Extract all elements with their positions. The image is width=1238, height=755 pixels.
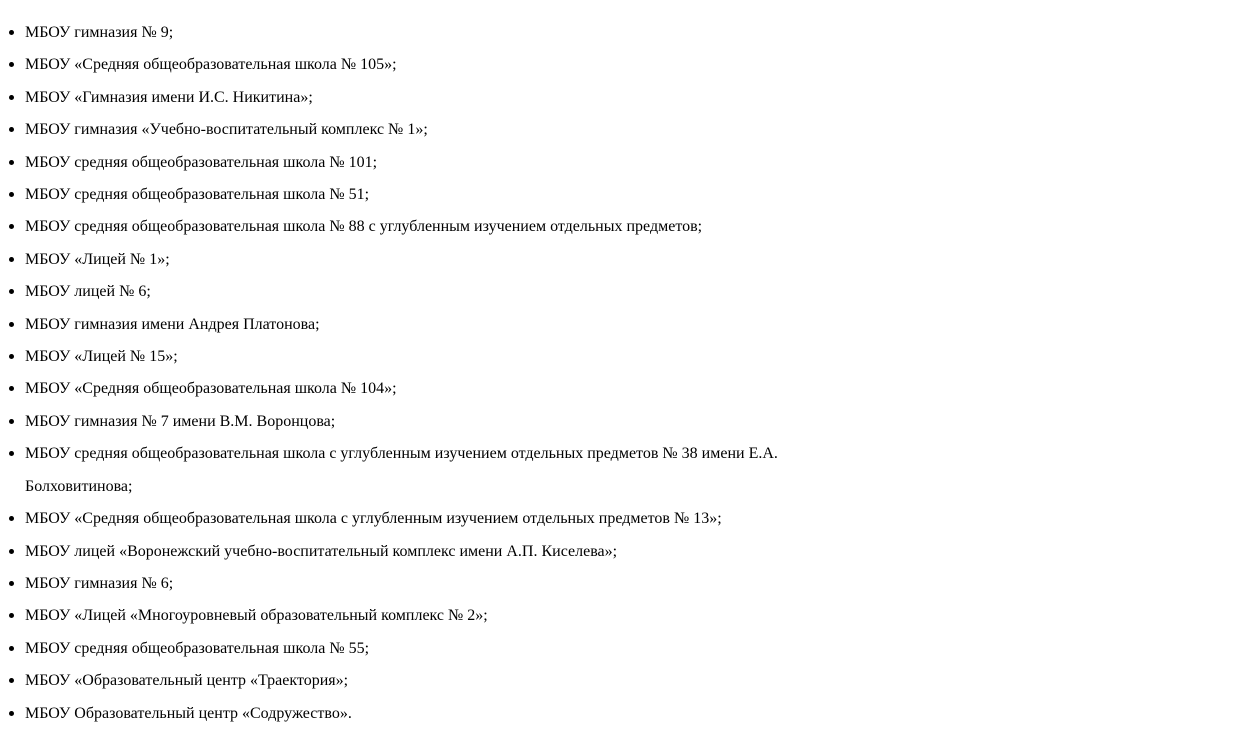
bullet-icon bbox=[9, 289, 14, 294]
list-item-text: МБОУ «Лицей № 1»; bbox=[25, 250, 170, 268]
bullet-icon bbox=[9, 549, 14, 554]
list-item bbox=[0, 536, 785, 568]
bullet-icon bbox=[9, 613, 14, 618]
school-list bbox=[0, 17, 1238, 730]
list-item-text: МБОУ лицей № 6; bbox=[25, 283, 151, 301]
list-item-text: МБОУ «Средняя общеобразовательная школа с углубленным изучением отдельных предметов № 13»; bbox=[25, 510, 722, 528]
bullet-icon bbox=[9, 30, 14, 35]
list-item bbox=[0, 49, 785, 81]
list-item bbox=[0, 147, 785, 179]
list-item bbox=[0, 114, 785, 146]
list-item bbox=[0, 438, 785, 503]
list-item bbox=[0, 179, 785, 211]
bullet-icon bbox=[9, 711, 14, 716]
bullet-icon bbox=[9, 160, 14, 165]
list-item bbox=[0, 373, 785, 405]
list-item bbox=[0, 698, 785, 730]
bullet-icon bbox=[9, 451, 14, 456]
bullet-icon bbox=[9, 127, 14, 132]
list-item bbox=[0, 665, 785, 697]
list-item-text: МБОУ «Средняя общеобразовательная школа № 105»; bbox=[25, 56, 397, 74]
list-item-text: МБОУ «Образовательный центр «Траектория»; bbox=[25, 672, 349, 690]
list-item-text: МБОУ гимназия № 7 имени В.М. Воронцова; bbox=[25, 412, 336, 430]
list-item-text: МБОУ гимназия «Учебно-воспитательный комплекс № 1»; bbox=[25, 121, 428, 139]
bullet-icon bbox=[9, 419, 14, 424]
list-item-text: МБОУ гимназия № 6; bbox=[25, 574, 174, 592]
list-item bbox=[0, 568, 785, 600]
list-item bbox=[0, 244, 785, 276]
list-item-text: МБОУ «Средняя общеобразовательная школа № 104»; bbox=[25, 380, 397, 398]
bullet-icon bbox=[9, 386, 14, 391]
bullet-icon bbox=[9, 257, 14, 262]
list-item-text: МБОУ Образовательный центр «Содружество». bbox=[25, 704, 352, 722]
list-item-text: МБОУ средняя общеобразовательная школа № 51; bbox=[25, 186, 370, 204]
list-item bbox=[0, 211, 785, 243]
list-item bbox=[0, 17, 785, 49]
list-item-text: МБОУ «Лицей «Многоуровневый образовательный комплекс № 2»; bbox=[25, 607, 488, 625]
list-item-text: МБОУ «Гимназия имени И.С. Никитина»; bbox=[25, 88, 313, 106]
bullet-icon bbox=[9, 192, 14, 197]
list-item-text: МБОУ гимназия № 9; bbox=[25, 24, 174, 41]
list-item bbox=[0, 406, 785, 438]
bullet-icon bbox=[9, 581, 14, 586]
list-item-text: МБОУ лицей «Воронежский учебно-воспитательный комплекс имени А.П. Киселева»; bbox=[25, 542, 618, 560]
list-item-text: МБОУ гимназия имени Андрея Платонова; bbox=[25, 315, 320, 333]
list-item bbox=[0, 600, 785, 632]
list-item-text: МБОУ средняя общеобразовательная школа № 88 с углубленным изучением отдельных предметов; bbox=[25, 218, 703, 236]
bullet-icon bbox=[9, 95, 14, 100]
list-item bbox=[0, 503, 785, 535]
bullet-icon bbox=[9, 354, 14, 359]
bullet-icon bbox=[9, 62, 14, 67]
list-item bbox=[0, 341, 785, 373]
bullet-icon bbox=[9, 224, 14, 229]
list-item-text: МБОУ средняя общеобразовательная школа № 55; bbox=[25, 639, 370, 657]
list-item-text: МБОУ «Лицей № 15»; bbox=[25, 348, 178, 366]
list-item bbox=[0, 309, 785, 341]
bullet-icon bbox=[9, 678, 14, 683]
bullet-icon bbox=[9, 322, 14, 327]
list-item bbox=[0, 633, 785, 665]
bullet-icon bbox=[9, 516, 14, 521]
list-item-text: МБОУ средняя общеобразовательная школа с углубленным изучением отдельных предметов № 38 имени Е.А. Болховитинова; bbox=[25, 445, 778, 495]
list-item bbox=[0, 82, 785, 114]
bullet-icon bbox=[9, 646, 14, 651]
list-item-text: МБОУ средняя общеобразовательная школа № 101; bbox=[25, 153, 378, 171]
list-item bbox=[0, 276, 785, 308]
